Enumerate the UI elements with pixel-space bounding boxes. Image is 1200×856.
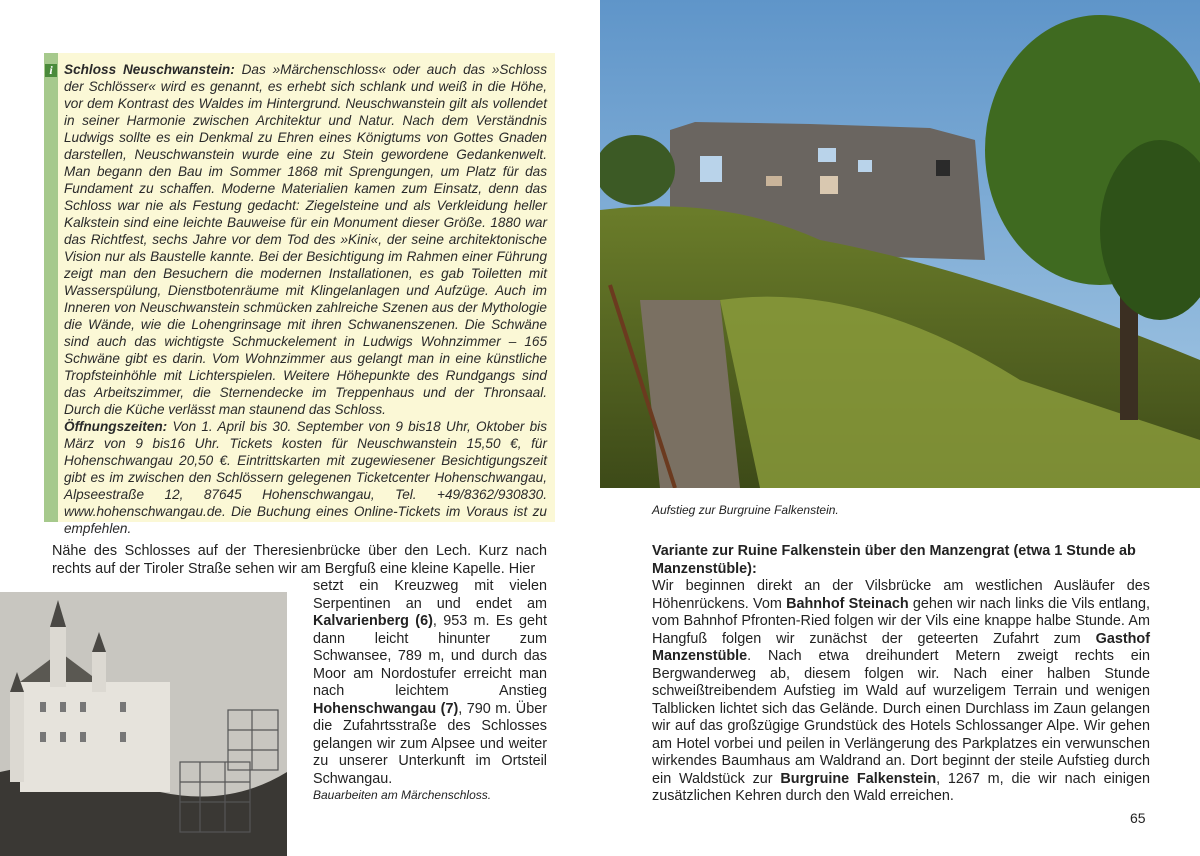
opening-hours-text: Von 1. April bis 30. September von 9 bis18 Uhr, Oktober bis März von 9 bis16 Uhr. Tickets kosten für Neuschwanstein 15,50 €, für Hohenschwangau 20,50 €. Eintrittskarten mit zugewiesener Besichtigungszeit gibt es im zwischen den Schlössern gelegenen Ticketcenter Hohenschwangau, Alpseestraße 12, 87645 Hohenschwangau, Tel. +49/8362/930830. www.hohenschwangau.de. Die Buchung eines Online-Tickets im Voraus ist zu empfehlen. xyxy=(64,419,547,536)
hohenschwangau-label: Hohenschwangau (7) xyxy=(313,700,459,717)
route-text-a: setzt ein Kreuzweg mit vielen Serpentinen an und endet am xyxy=(313,578,547,612)
route-text-b: , 953 m. Es geht dann leicht hinunter zum Schwansee, 789 m, und durch das Moor am Nordostufer erreicht man nach leichtem Anstieg xyxy=(313,613,547,699)
kalvarienberg-label: Kalvarienberg (6) xyxy=(313,613,433,629)
variant-text-3: . Nach etwa dreihundert Metern zweigt rechts ein Bergwanderweg ab, diesem folgen wir. Nach einer halben Stunde schweißtreibendem Aufstieg im Wald auf wurzeligem Terrain und wenigen Talblicken lichtet sich das Gelände. Durch einen Durchlass im Zaun gelangen wir auf das großzügige Grundstück des Hotels Schlossanger Alpe. Wir gehen am Hotel vorbei und peilen in Verlängerung des Parkplatzes ein verwunschen wirkendes Baumhaus am Waldrand an. Dort beginnt der steile Aufstieg durch ein Waldstück zur xyxy=(652,648,1150,787)
bahnhof-label: Bahnhof Steinach xyxy=(786,595,909,612)
info-icon: i xyxy=(45,64,57,77)
left-intro-text: Nähe des Schlosses auf der Theresienbrücke über den Lech. Kurz nach rechts auf der Tiroler Straße sehen wir am Bergfuß eine kleine Kapelle. Hier xyxy=(52,543,547,577)
infobox-text: Das »Märchenschloss« oder auch das »Schloss der Schlösser« wird es genannt, es erhebt sich schlank und weiß in die Höhe, vor dem Kontrast des Waldes im Hintergrund. Neuschwanstein gilt als vollendet in seiner Harmonie zwischen Architektur und Natur. Nach dem Verständnis Ludwigs sollte es ein Denkmal zu Ehren eines Königtums von Gottes Gnaden darstellen, Neuschwanstein wurde eine zu Stein gewordene Gedankenwelt. Man begann den Bau im Sommer 1868 mit Sprengungen, um Platz für das Fundament zu schaffen. Moderne Materialien kamen zum Einsatz, denn das Schloss war nie als Festung gedacht: Ziegelsteine und als Verkleidung heller Kalkstein sind eine leichte Bauweise für ein Monument dieser Größe. 1880 war das Richtfest, sechs Jahre vor dem Tod des »Kini«, der seine architektonische Vision nur als Baustelle kannte. Bei der Besichtigung im Rahmen einer Führung zeigt man den Besuchern die modernen Installationen, es gab Toiletten mit Wasserspülung, Dienstbotenräume mit Klingelanlagen und Aufzüge. Auch im Inneren von Neuschwanstein schmücken zahlreiche Szenen aus der Mythologie die Wände, wie die Lohengrinsage mit ihren Schwanenszenen. Die Schwäne sind auch das wichtigste Schmuckelement in Ludwigs Wohnzimmer – 165 Schwäne gibt es darin. Vom Wohnzimmer aus gelangt man in eine künstliche Tropfsteinhöhle mit Lichterspielen. Weitere Höhepunkte des Rundgangs sind das Arbeitszimmer, die Sternendecke im Treppenhaus und der Thronsaal. Durch die Küche verlässt man staunend das Schloss. xyxy=(64,62,547,417)
page-number: 65 xyxy=(1130,810,1146,826)
top-photo-caption: Aufstieg zur Burgruine Falkenstein. xyxy=(652,503,839,517)
bottom-photo-caption: Bauarbeiten am Märchenschloss. xyxy=(313,788,492,802)
opening-hours-label: Öffnungszeiten: xyxy=(64,419,168,434)
ruin-photo xyxy=(600,0,1200,488)
variant-text-2: gehen wir nach links die Vils entlang, vom Bahnhof Pfronten-Ried folgen wir der Vils eine knappe halbe Stunde. Am Hangfuß folgen wir zunächst der geteerten Zufahrt zum xyxy=(652,595,1150,647)
info-box xyxy=(44,53,555,536)
variant-text-4: , 1267 m, die wir nach einigen zusätzlichen Kehren durch den Wald erreichen. xyxy=(652,770,1150,804)
infobox-title: Schloss Neuschwanstein: xyxy=(64,62,235,77)
variant-text-1: Wir beginnen direkt an der Vilsbrücke am westlichen Ausläufer des Höhenrückens. Vom xyxy=(652,578,1150,612)
route-text-c: , 790 m. Über die Zufahrtsstraße des Schlosses gelangen wir zum Alpsee und weiter zu unserer Unterkunft im Ortsteil Schwangau. xyxy=(313,700,547,787)
left-column-text xyxy=(313,578,547,788)
gasthof-label: Gasthof Manzenstüble xyxy=(652,630,1150,664)
castle-construction-photo xyxy=(0,592,287,856)
burgruine-label: Burgruine Falkenstein xyxy=(780,770,937,787)
variant-text xyxy=(652,578,1150,806)
variant-heading: Variante zur Ruine Falkenstein über den Manzengrat (etwa 1 Stunde ab Manzenstüble): xyxy=(652,543,1136,577)
